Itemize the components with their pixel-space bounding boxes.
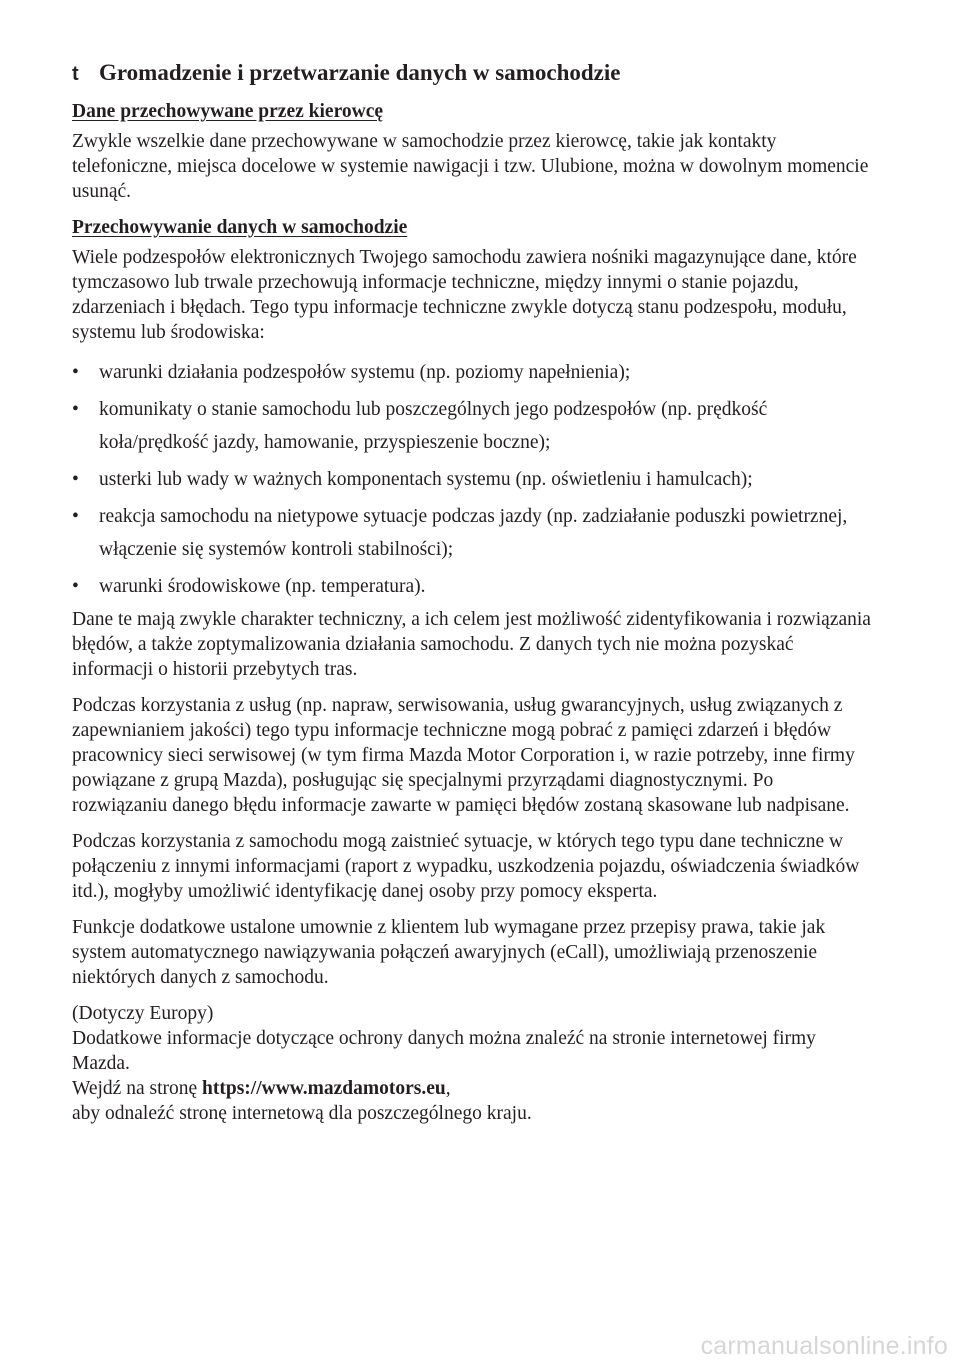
europe-info-text: Dodatkowe informacje dotyczące ochrony danych można znaleźć na stronie internetowej firmy Mazda.: [72, 1028, 816, 1074]
technical-nature-paragraph: Dane te mają zwykle charakter techniczny, a ich celem jest możliwość zidentyfikowania i rozwiązania błędów, a także zoptymalizowania działania samochodu. Z danych tych nie można pozyskać informacji o historii przebytych tras.: [72, 609, 871, 680]
vehicle-storage-intro: Wiele podzespołów elektronicznych Twojego samochodu zawiera nośniki magazynujące dane, które tymczasowo lub trwale przechowują informacje techniczne, między innymi o stanie pojazdu, zdarzeniach i błędach. Tego typu informacje techniczne zwykle dotyczą stanu podzespołu, modułu, systemu lub środowiska:: [72, 247, 857, 343]
country-site-text: aby odnaleźć stronę internetową dla poszczególnego kraju.: [72, 1103, 532, 1124]
watermark-text: carmanualsonline.info: [700, 1332, 948, 1360]
list-item-text: usterki lub wady w ważnych komponentach systemu (np. oświetleniu i hamulcach);: [99, 469, 753, 490]
europe-region-label: (Dotyczy Europy): [72, 1003, 214, 1024]
bullet-symbol: •: [72, 506, 79, 527]
vehicle-storage-heading: Przechowywanie danych w samochodzie: [72, 217, 408, 238]
section-title: [72, 58, 872, 89]
visit-suffix: ,: [445, 1078, 451, 1099]
section-title-text: Gromadzenie i przetwarzanie danych w samochodzie: [99, 60, 621, 85]
list-item: [72, 463, 872, 496]
bullet-list: [72, 356, 872, 603]
visit-line: [72, 1076, 872, 1101]
list-item-text: warunki środowiskowe (np. temperatura).: [99, 576, 426, 597]
mazda-url-link[interactable]: https://www.mazdamotors.eu: [202, 1078, 446, 1099]
list-item: [72, 570, 872, 603]
bullet-symbol: •: [72, 399, 79, 420]
service-paragraph: Podczas korzystania z usług (np. napraw, serwisowania, usług gwarancyjnych, usług związanych z zapewnianiem jakości) tego typu informacje techniczne mogą pobrać z pamięci zdarzeń i błędów pracownicy sieci serwisowej (w tym firma Mazda Motor Corporation i, w razie potrzeby, inne firmy powiązane z grupą Mazda), posługując się specjalnymi przyrządami diagnostycznymi. Po rozwiązaniu danego błędu informacje zawarte w pamięci błędów zostaną skasowane lub nadpisane.: [72, 695, 855, 816]
identification-paragraph: Podczas korzystania z samochodu mogą zaistnieć sytuacje, w których tego typu dane techniczne w połączeniu z innymi informacjami (raport z wypadku, uszkodzenia pojazdu, oświadczenia świadków itd.), mogłyby umożliwić identyfikację danej osoby przy pomocy eksperta.: [72, 831, 860, 902]
list-item: [72, 356, 872, 389]
driver-data-heading: Dane przechowywane przez kierowcę: [72, 101, 384, 122]
list-item: [72, 500, 872, 566]
list-item: [72, 393, 872, 459]
list-item-text: komunikaty o stanie samochodu lub poszczególnych jego podzespołów (np. prędkość koła/prędkość jazdy, hamowanie, przyspieszenie boczne);: [99, 399, 768, 453]
driver-data-paragraph: Zwykle wszelkie dane przechowywane w samochodzie przez kierowcę, takie jak kontakty telefoniczne, miejsca docelowe w systemie nawigacji i tzw. Ulubione, można w dowolnym momencie usunąć.: [72, 131, 869, 202]
bullet-symbol: •: [72, 362, 79, 383]
list-item-text: warunki działania podzespołów systemu (np. poziomy napełnienia);: [99, 362, 631, 383]
ecall-paragraph: Funkcje dodatkowe ustalone umownie z klientem lub wymagane przez przepisy prawa, takie jak system automatycznego nawiązywania połączeń awaryjnych (eCall), umożliwiają przenoszenie niektórych danych z samochodu.: [72, 917, 826, 988]
visit-prefix: Wejdź na stronę: [72, 1078, 203, 1099]
bullet-symbol: •: [72, 469, 79, 490]
list-item-text: reakcja samochodu na nietypowe sytuacje podczas jazdy (np. zadziałanie poduszki powietrznej, włączenie się systemów kontroli stabilności);: [99, 506, 848, 560]
europe-note: [72, 1001, 872, 1126]
section-marker: t: [72, 63, 79, 85]
document-page: [72, 58, 872, 1137]
bullet-symbol: •: [72, 576, 79, 597]
